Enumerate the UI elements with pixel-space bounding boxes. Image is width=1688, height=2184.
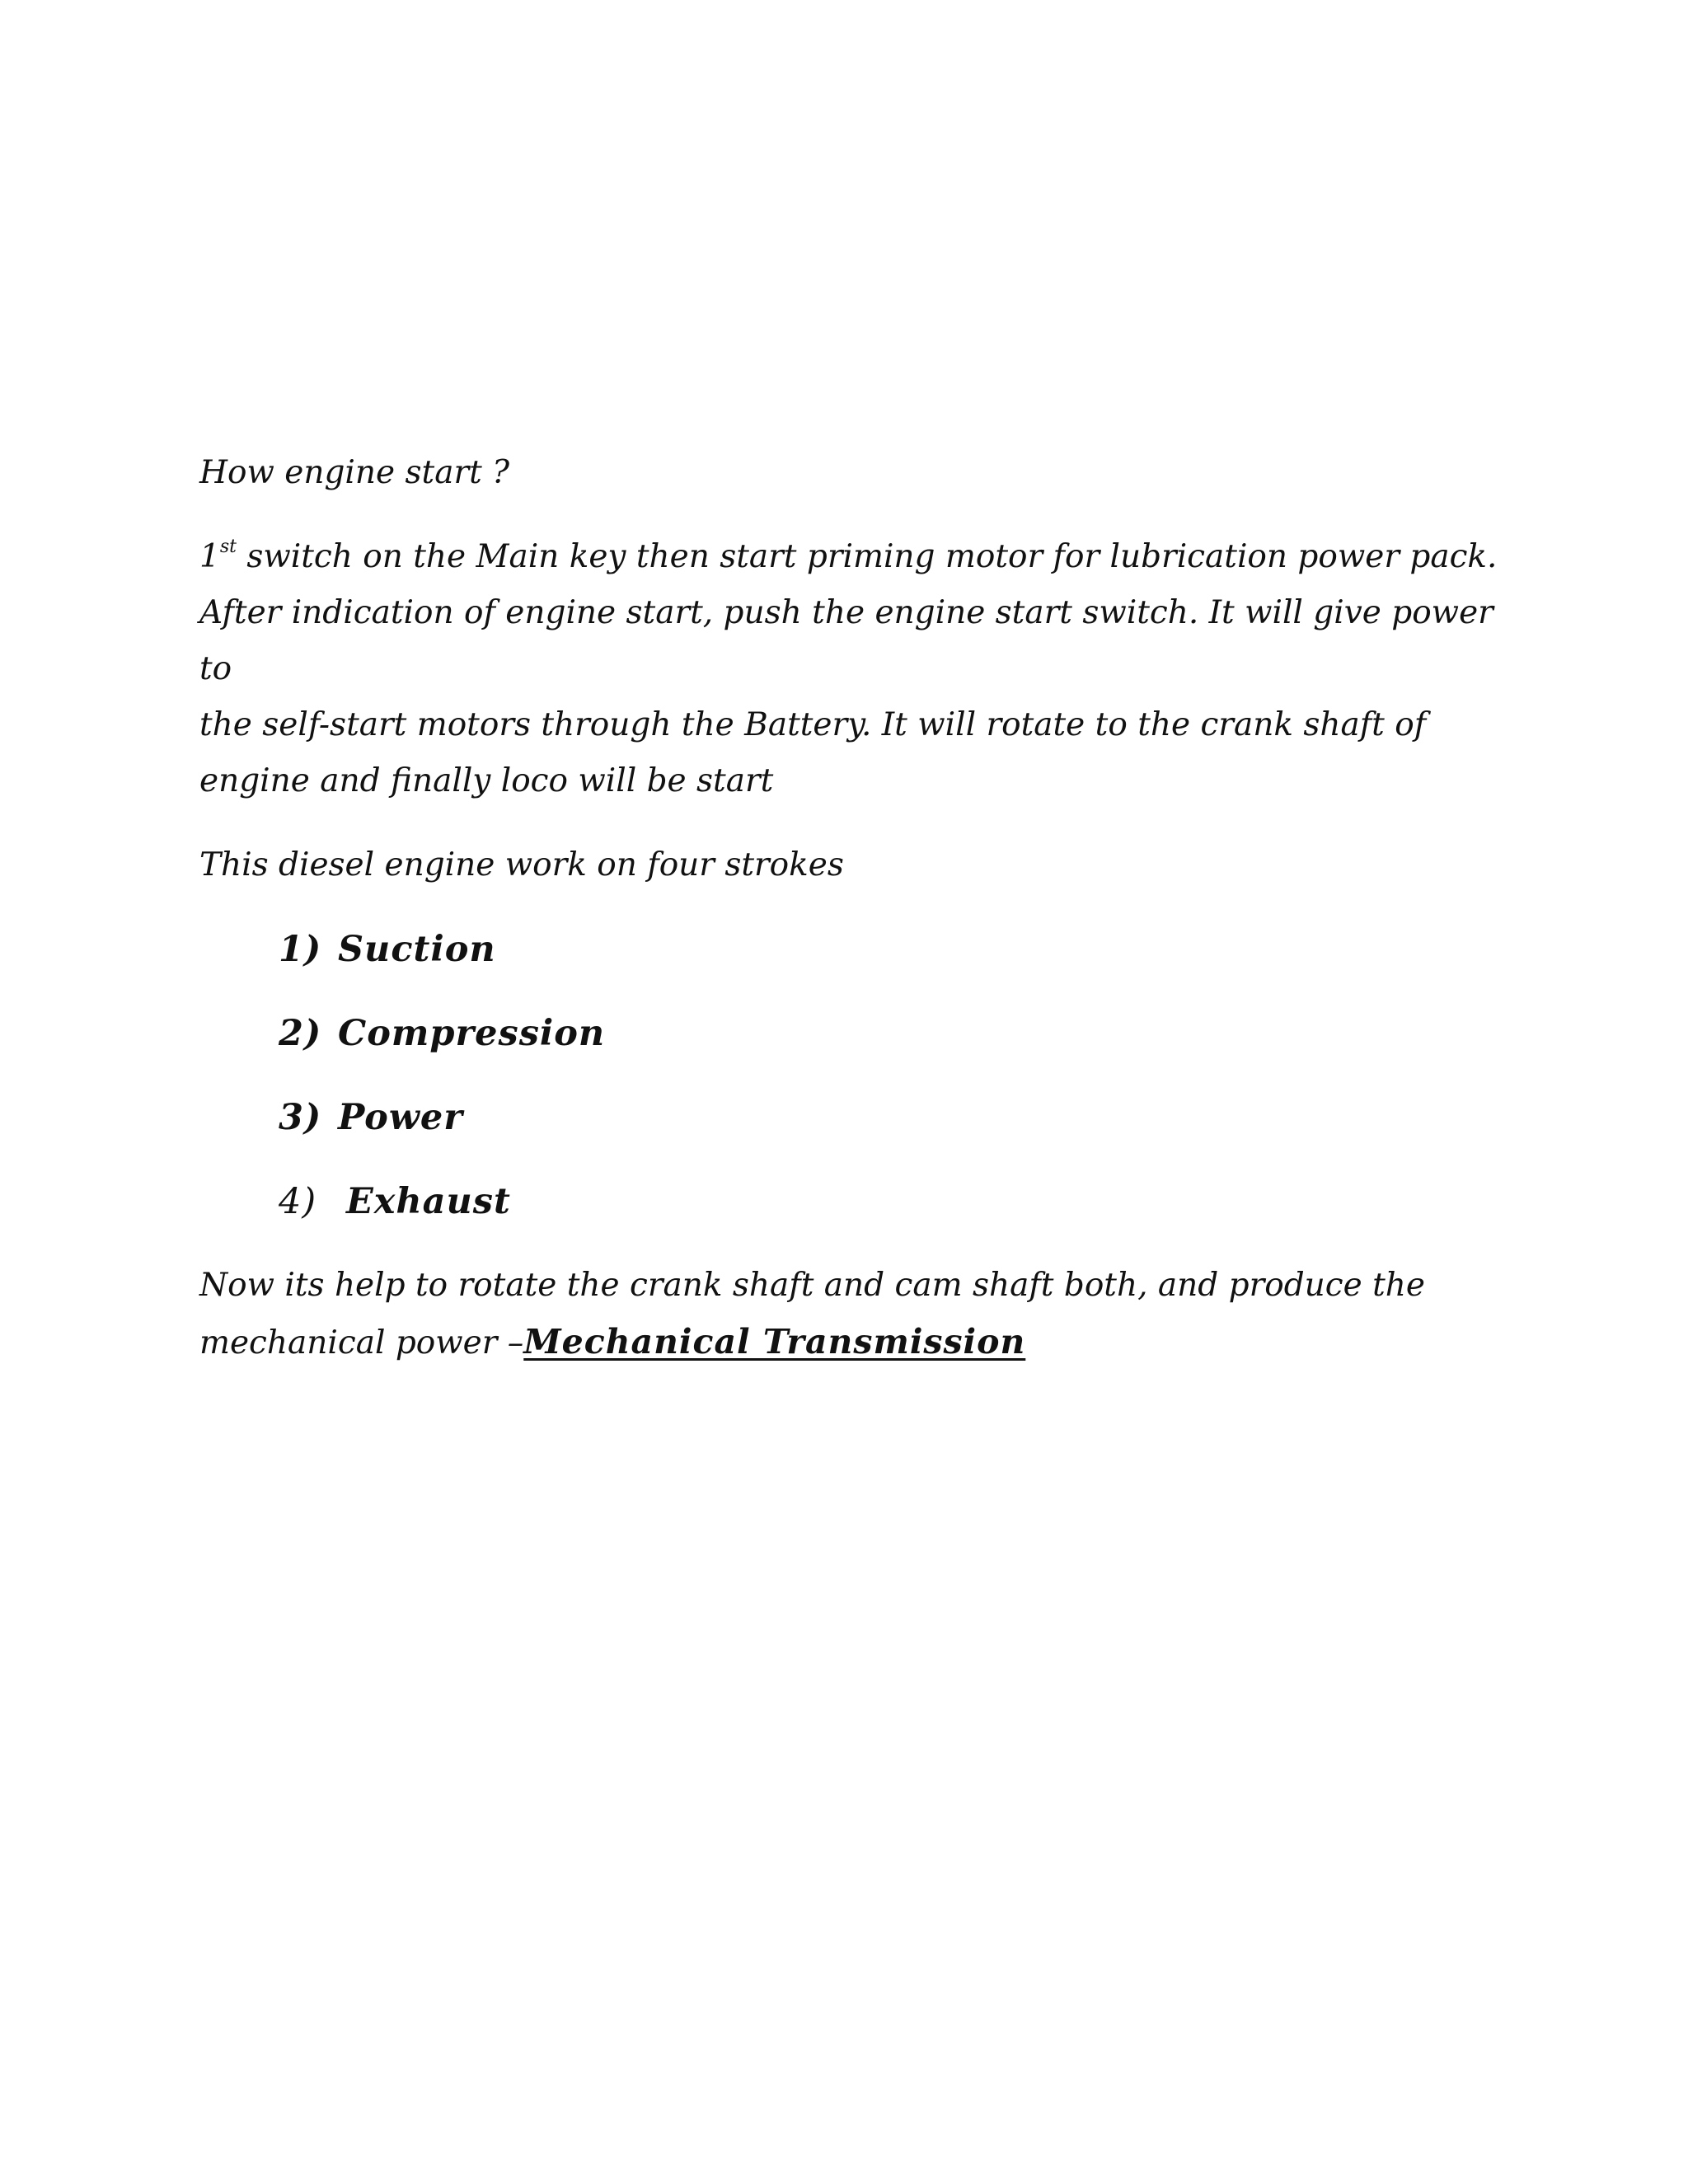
ordinal-number: 1 — [199, 538, 220, 575]
paragraph-line-2: After indication of engine start, push the engine start switch. It will give power to — [199, 594, 1493, 687]
stroke-label: Suction — [338, 929, 496, 970]
outro-line-1: Now its help to rotate the crank shaft and cam shaft both, and produce the — [199, 1267, 1425, 1304]
ordinal-suffix: st — [219, 537, 237, 557]
document-body — [199, 445, 1535, 1371]
stroke-number: 1) — [279, 929, 322, 970]
stroke-label: Exhaust — [346, 1181, 511, 1222]
stroke-item-exhaust — [279, 1174, 1535, 1230]
stroke-label: Compression — [338, 1013, 606, 1054]
question-heading: How engine start ? — [199, 454, 510, 491]
stroke-item-power — [279, 1090, 1535, 1146]
paragraph-line-1: switch on the Main key then start priming motor for lubrication power pack. — [236, 538, 1498, 575]
strokes-intro: This diesel engine work on four strokes — [199, 846, 844, 883]
stroke-label: Power — [338, 1097, 463, 1138]
paragraph-line-3: the self-start motors through the Battery. It will rotate to the crank shaft of — [199, 706, 1427, 743]
transmission-paragraph — [199, 1258, 1535, 1371]
paragraph-line-4: engine and finally loco will be start — [199, 762, 774, 799]
mechanical-transmission-emphasis: Mechanical Transmission — [523, 1322, 1026, 1361]
start-procedure-paragraph — [199, 529, 1535, 809]
stroke-item-suction — [279, 921, 1535, 977]
stroke-item-compression — [279, 1005, 1535, 1062]
strokes-list — [199, 921, 1535, 1230]
stroke-number: 3) — [279, 1097, 322, 1138]
outro-line-2-prefix: mechanical power – — [199, 1324, 524, 1361]
stroke-number: 4) — [279, 1181, 317, 1222]
stroke-number: 2) — [279, 1013, 322, 1054]
